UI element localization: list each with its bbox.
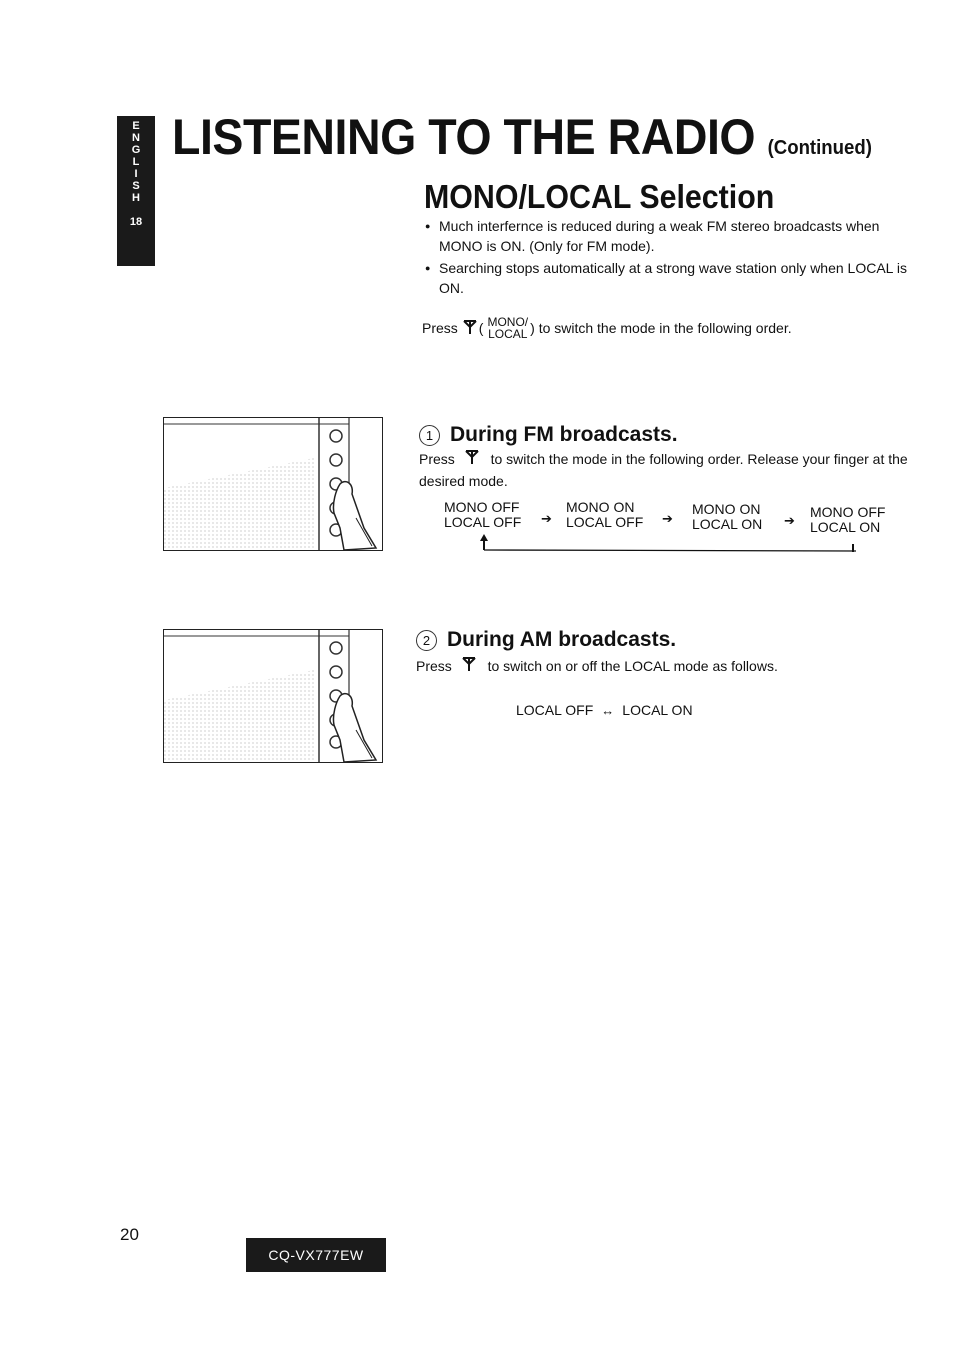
- fm-step-line2: LOCAL ON: [810, 519, 881, 535]
- lang-letter: I: [134, 168, 138, 180]
- fm-press-suffix: to switch the mode in the following order. Release your finger at the desired mode.: [419, 451, 908, 490]
- press-instruction: [422, 316, 792, 340]
- page-title-text: LISTENING TO THE RADIO: [172, 109, 756, 165]
- am-heading: [416, 628, 676, 652]
- lang-letter: H: [132, 192, 140, 204]
- fm-step-line1: MONO OFF: [810, 504, 886, 520]
- am-flow-left: LOCAL OFF: [516, 702, 594, 718]
- antenna-icon: [465, 449, 479, 471]
- fm-press-prefix: Press: [419, 451, 455, 467]
- button-label-bottom: LOCAL: [488, 327, 528, 341]
- am-heading-text: During AM broadcasts.: [447, 628, 677, 651]
- fm-step-line2: LOCAL OFF: [444, 514, 522, 530]
- section-number: 18: [129, 216, 143, 228]
- fm-step-line1: MONO ON: [566, 499, 635, 515]
- antenna-icon: [463, 319, 477, 338]
- fm-step: [810, 505, 885, 535]
- fm-step: [444, 500, 521, 530]
- button-label-top: MONO/: [487, 315, 529, 329]
- fm-step: [566, 500, 643, 530]
- am-illustration: [163, 629, 383, 763]
- fm-step-line2: LOCAL OFF: [566, 514, 644, 530]
- intro-bullets: [424, 216, 914, 300]
- page-number: 20: [120, 1225, 139, 1244]
- language-letters: [132, 120, 141, 204]
- right-arrow-icon: ➔: [784, 513, 795, 528]
- hand-pressing-button-icon: [164, 630, 382, 762]
- fm-step: [692, 502, 762, 532]
- step-number-circle: 2: [416, 630, 437, 651]
- bullet-item: ● Searching stops automatically at a strong wave station only when LOCAL is ON.: [424, 258, 914, 298]
- fm-mode-flow: [444, 500, 904, 560]
- model-badge: CQ-VX777EW: [246, 1238, 386, 1272]
- right-arrow-icon: ➔: [541, 511, 552, 526]
- fm-heading: [419, 423, 678, 447]
- fm-heading-text: During FM broadcasts.: [450, 423, 678, 446]
- right-arrow-icon: ➔: [662, 511, 673, 526]
- am-instruction: [416, 656, 906, 678]
- hand-pressing-button-icon: [164, 418, 382, 550]
- page-title-suffix: (Continued): [767, 137, 872, 159]
- lang-letter: L: [132, 156, 140, 168]
- am-press-suffix: to switch on or off the LOCAL mode as follows.: [487, 658, 778, 674]
- antenna-icon: [462, 656, 476, 678]
- am-flow-right: LOCAL ON: [622, 702, 693, 718]
- lang-letter: G: [131, 144, 141, 156]
- language-tab: [117, 116, 155, 266]
- press-prefix: Press: [422, 320, 458, 336]
- page-title: [172, 108, 872, 166]
- press-suffix: ) to switch the mode in the following order.: [530, 320, 792, 336]
- fm-illustration: [163, 417, 383, 551]
- lang-letter: E: [132, 120, 140, 132]
- am-press-prefix: Press: [416, 658, 452, 674]
- fm-instruction: [419, 449, 909, 492]
- lang-letter: S: [132, 180, 140, 192]
- lang-letter: N: [132, 132, 140, 144]
- am-mode-flow: [516, 700, 693, 721]
- bullet-item: ● Much interfernce is reduced during a weak FM stereo broadcasts when MONO is ON. (Only for FM mode).: [424, 216, 914, 256]
- fm-step-line1: MONO OFF: [444, 499, 520, 515]
- step-number-circle: 1: [419, 425, 440, 446]
- section-title: MONO/LOCAL Selection: [424, 178, 775, 215]
- paren-open: (: [478, 320, 484, 336]
- double-arrow-icon: ↔: [601, 703, 615, 718]
- loop-back-arrow-icon: [480, 534, 866, 554]
- fm-step-line1: MONO ON: [692, 501, 761, 517]
- mono-local-button-label: [487, 316, 528, 340]
- fm-step-line2: LOCAL ON: [692, 516, 763, 532]
